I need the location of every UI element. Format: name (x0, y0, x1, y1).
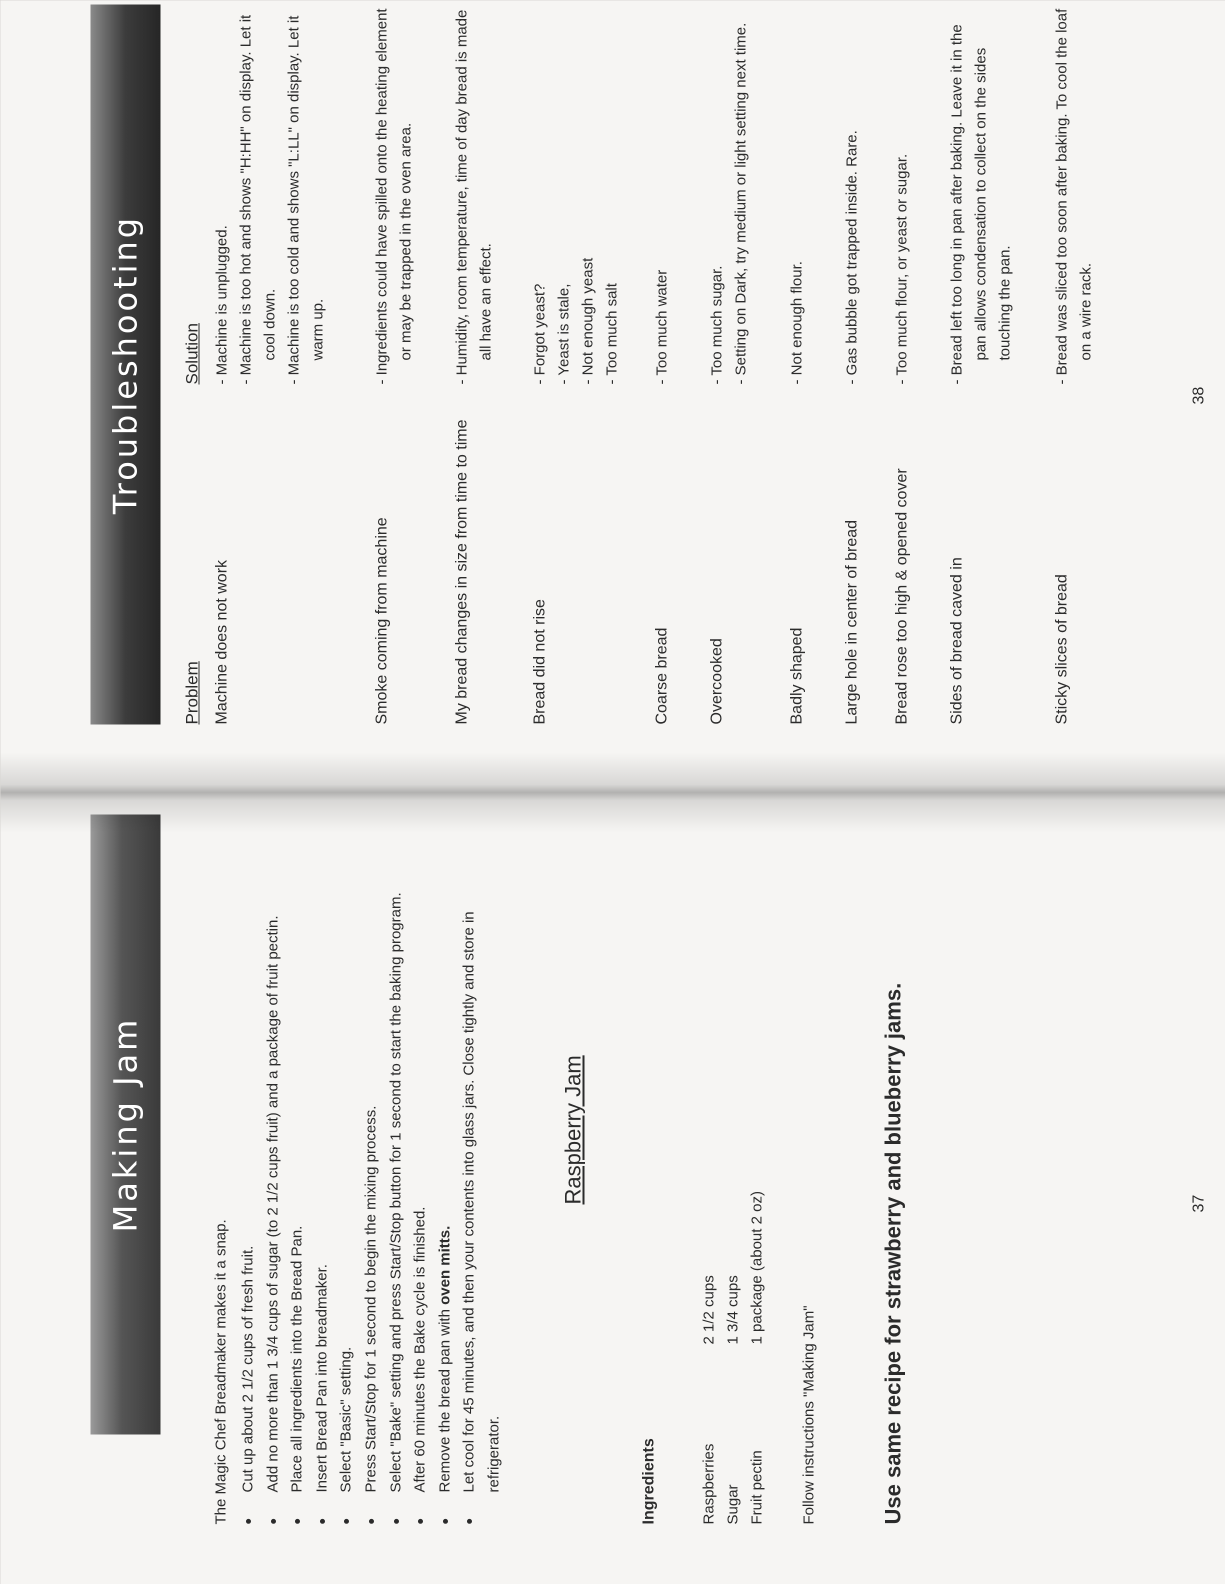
solution-column-heading: Solution (182, 322, 201, 384)
jam-step: • Add no more than 1 3/4 cups of sugar (to 2 1/2 cups fruit) and a package of fruit pectin. (261, 834, 286, 1524)
solution-list (945, 4, 1017, 384)
solution-item: - Too much sugar. (708, 265, 725, 384)
page-title-banner: Troubleshooting (90, 4, 160, 724)
solution-list (210, 4, 330, 384)
ingredient-amount: 1 3/4 cups (724, 1274, 741, 1344)
follow-instructions-note: Follow instructions "Making Jam" (800, 1304, 817, 1524)
solution-item: - Bread left too long in pan after baking. Leave it in the pan allows condensation to collect on the sides touching the pan. (948, 23, 1013, 384)
solution-item: - Setting on Dark, try medium or light setting next time. (732, 22, 749, 384)
ingredient-amount: 2 1/2 cups (700, 1274, 717, 1344)
jam-step: • After 60 minutes the Bake cycle is finished. (408, 834, 433, 1524)
ingredients-table (700, 1191, 772, 1524)
jam-step: • Select "Bake" setting and press Start/Stop button for 1 second to start the baking program. (384, 834, 409, 1524)
solution-item: - Forgot yeast? (531, 283, 548, 384)
problem-text: Sides of bread caved in (948, 556, 965, 724)
solution-list (1050, 4, 1098, 384)
jam-step: • Place all ingredients into the Bread Pan. (285, 834, 310, 1524)
page-title-banner: Making Jam (90, 814, 160, 1434)
ingredient-row (724, 1191, 748, 1524)
page-number: 38 (1190, 386, 1207, 404)
solution-list (705, 4, 753, 384)
jam-intro-text: The Magic Chef Breadmaker makes it a snap. (212, 1218, 229, 1524)
solution-item: - Too much water (653, 269, 670, 384)
solution-item: - Gas bubble got trapped inside. Rare. (843, 129, 860, 384)
solution-list (528, 4, 624, 384)
solution-item: - Machine is too hot and shows "H:HH" on display. Let it cool down. (237, 14, 278, 384)
solution-item: - Ingredients could have spilled onto the heating element or may be trapped in the oven area. (373, 7, 414, 384)
jam-step: • Select "Basic" setting. (334, 834, 359, 1524)
solution-list (650, 4, 674, 384)
problem-text: Bread rose too high & opened cover (893, 467, 910, 724)
solution-list (450, 4, 498, 384)
page-making-jam (0, 792, 1225, 1584)
jam-step: • Cut up about 2 1/2 cups of fresh fruit. (236, 834, 261, 1524)
ingredient-row (748, 1191, 772, 1524)
problem-text: Overcooked (708, 637, 725, 724)
ingredient-amount: 1 package (about 2 oz) (748, 1190, 765, 1344)
problem-text: My bread changes in size from time to time (453, 418, 470, 724)
problem-text: Badly shaped (788, 627, 805, 724)
solution-list (890, 4, 914, 384)
solution-item: - Not enough yeast (579, 257, 596, 384)
solution-list (785, 4, 809, 384)
ingredient-row (700, 1191, 724, 1524)
problem-text: Smoke coming from machine (373, 516, 390, 724)
jam-step (433, 834, 458, 1524)
jam-steps-list (236, 834, 507, 1524)
recipe-title: Raspberry Jam (560, 1054, 585, 1204)
problem-text: Coarse bread (653, 627, 670, 724)
jam-step: • Press Start/Stop for 1 second to begin the mixing process. (359, 834, 384, 1524)
solution-item: - Machine is unplugged. (213, 224, 230, 384)
ingredients-heading: Ingredients (640, 1437, 657, 1524)
solution-list (840, 4, 864, 384)
solution-item: - Machine is too cold and shows "L:LL" on display. Let it warm up. (285, 15, 326, 384)
solution-item: - Yeast is stale, (555, 283, 572, 384)
solution-item: - Not enough flour. (788, 260, 805, 384)
jam-step: • Let cool for 45 minutes, and then your contents into glass jars. Close tightly and store in refrigerator. (457, 834, 506, 1524)
same-recipe-note: Use same recipe for strawberry and blueberry jams. (880, 982, 905, 1524)
solution-item: - Too much flour, or yeast or sugar. (893, 153, 910, 384)
problem-column-heading: Problem (182, 660, 201, 724)
ingredient-name: Sugar (724, 1483, 741, 1524)
solution-item: - Bread was sliced too soon after baking. To cool the loaf on a wire rack. (1053, 8, 1094, 384)
problem-text: Sticky slices of bread (1053, 573, 1070, 724)
page-number: 37 (1190, 1194, 1207, 1212)
ingredient-name: Raspberries (700, 1443, 717, 1524)
solution-item: - Too much salt (603, 282, 620, 384)
ingredient-name: Fruit pectin (748, 1449, 765, 1524)
problem-text: Large hole in center of bread (843, 519, 860, 724)
solution-item: - Humidity, room temperature, time of day bread is made all have an effect. (453, 9, 494, 384)
solution-list (370, 4, 418, 384)
problem-text: Machine does not work (213, 559, 230, 724)
oven-mitts-emphasis: oven mitts. (435, 1225, 453, 1305)
jam-step: • Insert Bread Pan into breadmaker. (310, 834, 335, 1524)
problem-text: Bread did not rise (531, 598, 548, 724)
jam-step-text: Remove the bread pan with (435, 1304, 453, 1492)
book-spine-shadow (0, 752, 1225, 832)
